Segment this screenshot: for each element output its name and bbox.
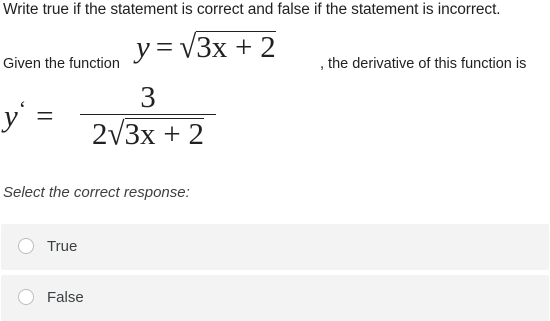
radio-button-true[interactable] <box>18 238 34 254</box>
derivative-fraction <box>80 80 216 151</box>
derivative-equals: = <box>36 98 54 133</box>
function-equation <box>136 30 276 64</box>
derivative-prime: ‘ <box>18 96 27 121</box>
derivative-lhs <box>4 96 54 134</box>
response-prompt: Select the correct response: <box>3 184 190 201</box>
derivative-equation <box>2 80 262 160</box>
derivative-var: y <box>4 98 18 133</box>
function-equals: = <box>155 29 174 64</box>
given-statement <box>0 30 550 80</box>
function-lhs: y <box>136 29 150 64</box>
radical-icon: √ <box>179 28 197 65</box>
given-prefix-text: Given the function <box>3 56 120 72</box>
option-label: False <box>47 289 84 306</box>
instructions-text: Write true if the statement is correct and false if the statement is incorrect. <box>3 1 501 18</box>
denominator-sqrt <box>108 117 205 151</box>
option-true[interactable] <box>1 224 549 270</box>
function-sqrt <box>179 30 276 64</box>
denominator-radicand: 3x + 2 <box>124 116 204 151</box>
radio-button-false[interactable] <box>18 289 34 305</box>
radical-icon: √ <box>107 115 125 152</box>
option-label: True <box>47 238 78 255</box>
fraction-denominator <box>80 117 216 151</box>
function-radicand: 3x + 2 <box>196 29 276 64</box>
option-false[interactable] <box>1 275 549 321</box>
fraction-numerator: 3 <box>140 79 156 114</box>
fraction-bar <box>80 114 216 115</box>
given-suffix-text: , the derivative of this function is <box>320 56 527 72</box>
denominator-coefficient: 2 <box>92 116 108 151</box>
